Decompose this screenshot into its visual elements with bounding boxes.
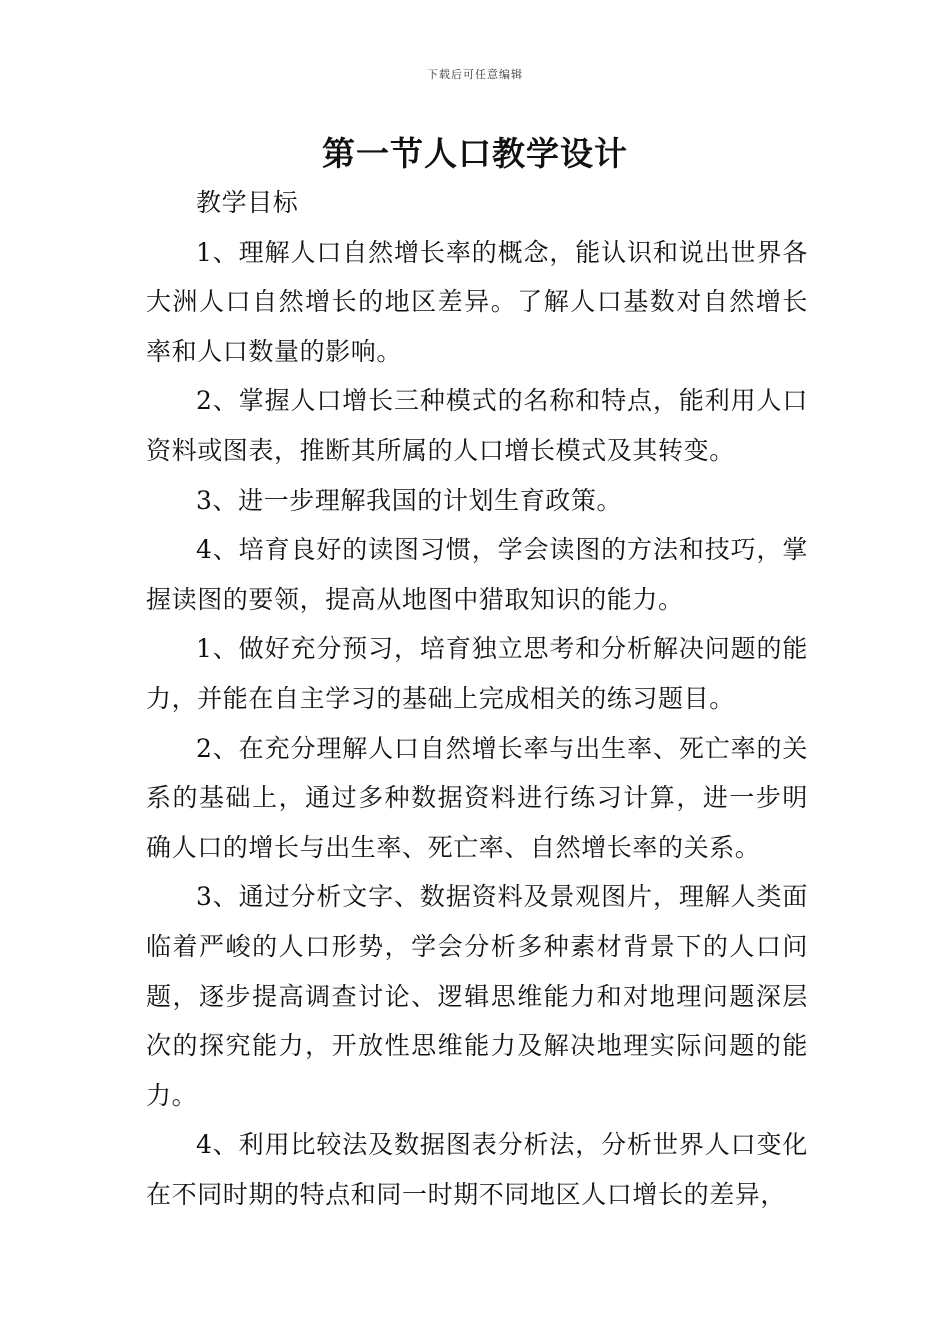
header-note: 下载后可任意编辑 [427,68,523,81]
paragraph: 1、理解人口自然增长率的概念，能认识和说出世界各大洲人口自然增长的地区差异。了解人口基数对自然增长率和人口数量的影响。 [146,237,808,366]
paragraph: 2、掌握人口增长三种模式的名称和特点，能利用人口资料或图表，推断其所属的人口增长模式及其转变。 [146,386,808,465]
paragraph: 4、培育良好的读图习惯，学会读图的方法和技巧，掌握读图的要领，提高从地图中猎取知识的能力。 [146,535,808,614]
paragraph: 3、通过分析文字、数据资料及景观图片，理解人类面临着严峻的人口形势，学会分析多种素材背景下的人口问题，逐步提高调查讨论、逻辑思维能力和对地理问题深层次的探究能力，开放性思维能力及解决地理实际问题的能力。 [146,882,808,1110]
paragraph: 3、进一步理解我国的计划生育政策。 [196,485,623,515]
document-title: 第一节人口教学设计 [322,134,628,173]
paragraph: 4、利用比较法及数据图表分析法，分析世界人口变化在不同时期的特点和同一时期不同地区人口增长的差异， [146,1130,808,1209]
section-heading-objectives: 教学目标 [196,188,299,217]
paragraph: 1、做好充分预习，培育独立思考和分析解决问题的能力，并能在自主学习的基础上完成相关的练习题目。 [146,634,808,713]
document-body [146,178,808,1219]
paragraph: 2、在充分理解人口自然增长率与出生率、死亡率的关系的基础上，通过多种数据资料进行练习计算，进一步明确人口的增长与出生率、死亡率、自然增长率的关系。 [146,733,808,862]
